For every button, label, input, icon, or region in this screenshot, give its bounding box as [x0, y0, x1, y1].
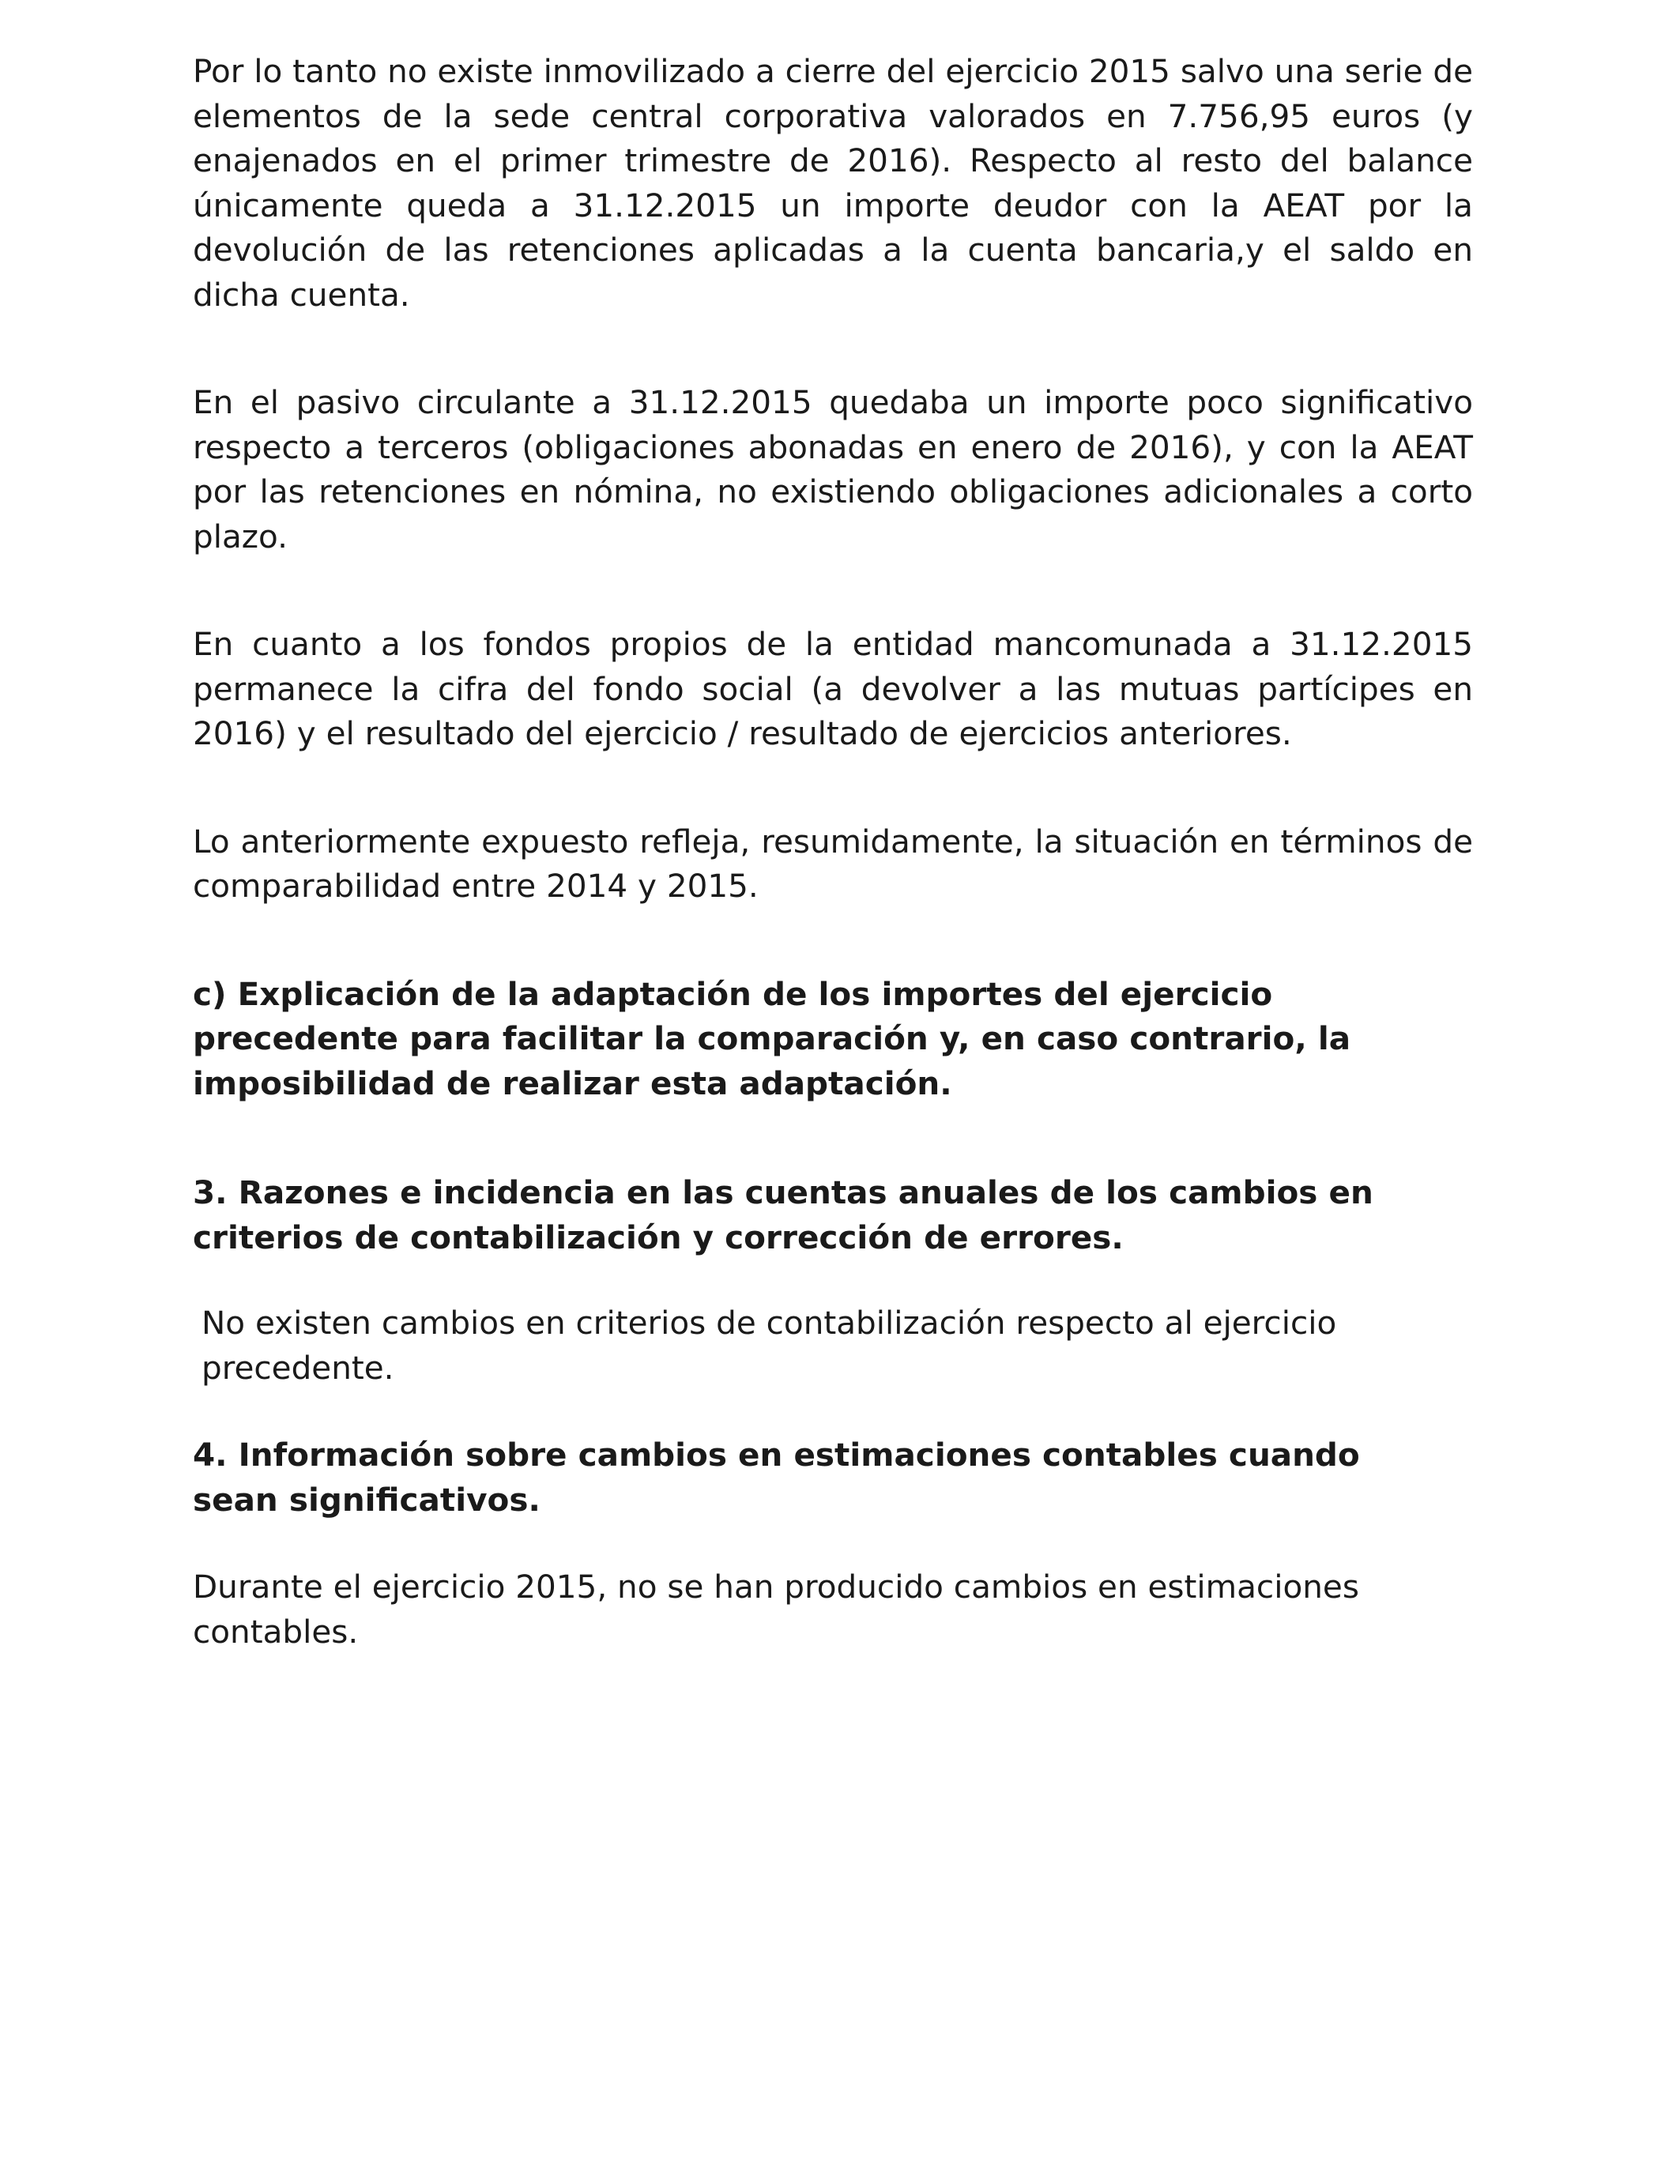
- paragraph-comparabilidad: Lo anteriormente expuesto refleja, resumidamente, la situación en términos de comparabilidad entre 2014 y 2015.: [193, 822, 1473, 905]
- document-body: [193, 49, 1473, 1654]
- paragraph-pasivo-circulante: En el pasivo circulante a 31.12.2015 quedaba un importe poco significativo respecto a terceros (obligaciones abonadas en enero de 2016), y con la AEAT por las retenciones en nómina, no existiendo obligaciones adicionales a corto plazo.: [193, 383, 1473, 555]
- section-heading-3: 3. Razones e incidencia en las cuentas anuales de los cambios en criterios de contabilización y corrección de errores.: [193, 1173, 1373, 1256]
- section-heading-c: c) Explicación de la adaptación de los importes del ejercicio precedente para facilitar la comparación y, en caso contrario, la imposibilidad de realizar esta adaptación.: [193, 974, 1351, 1102]
- paragraph-fondos-propios: En cuanto a los fondos propios de la entidad mancomunada a 31.12.2015 permanece la cifra del fondo social (a devolver a las mutuas partícipes en 2016) y el resultado del ejercicio / resultado de ejercicios anteriores.: [193, 625, 1473, 752]
- section-heading-4: 4. Información sobre cambios en estimaciones contables cuando sean significativos.: [193, 1436, 1360, 1519]
- paragraph-criterios-contabilizacion: No existen cambios en criterios de contabilización respecto al ejercicio precedente.: [202, 1304, 1337, 1387]
- paragraph-estimaciones-contables: Durante el ejercicio 2015, no se han producido cambios en estimaciones contables.: [193, 1568, 1359, 1651]
- paragraph-inmovilizado: Por lo tanto no existe inmovilizado a cierre del ejercicio 2015 salvo una serie de elementos de la sede central corporativa valorados en 7.756,95 euros (y enajenados en el primer trimestre de 2016). Respecto al resto del balance únicamente queda a 31.12.2015 un importe deudor con la AEAT por la devolución de las retenciones aplicadas a la cuenta bancaria,y el saldo en dicha cuenta.: [193, 52, 1473, 314]
